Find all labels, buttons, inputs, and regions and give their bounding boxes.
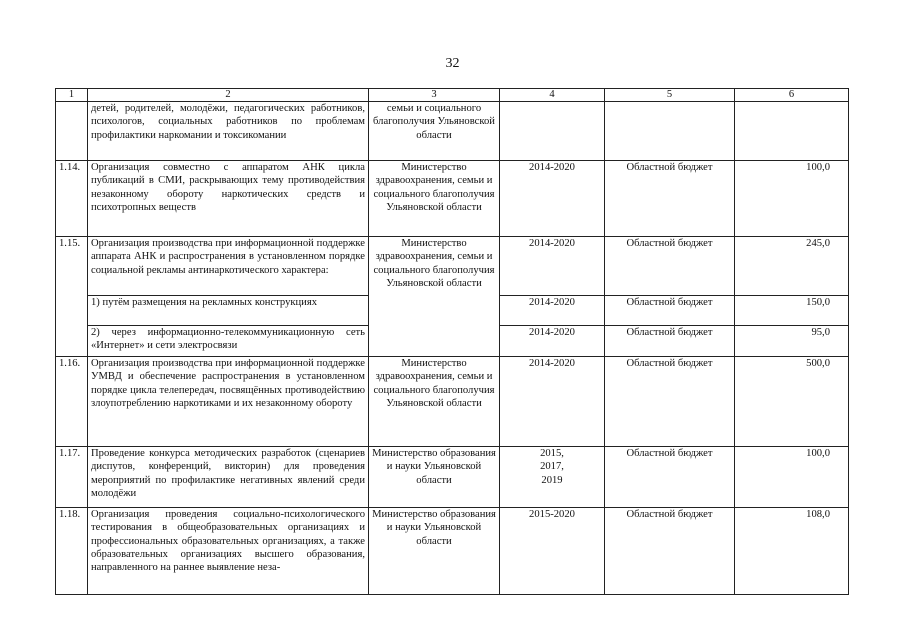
subitem-years: 2014-2020 bbox=[500, 326, 605, 357]
item-years: 2014-2020 bbox=[500, 357, 605, 447]
item-source: Областной бюджет bbox=[605, 508, 735, 595]
item-amount: 245,0 bbox=[735, 237, 849, 296]
item-amount bbox=[735, 102, 849, 161]
item-number: 1.15. bbox=[56, 237, 88, 357]
item-number bbox=[56, 102, 88, 161]
item-years: 2014-2020 bbox=[500, 161, 605, 237]
item-executor: семьи и социального благополучия Ульяновской области bbox=[369, 102, 500, 161]
subitem-description: 1) путём размещения на рекламных конструкциях bbox=[88, 296, 369, 326]
item-source: Областной бюджет bbox=[605, 237, 735, 296]
column-header: 1 bbox=[56, 89, 88, 102]
subitem-source: Областной бюджет bbox=[605, 326, 735, 357]
program-table bbox=[55, 88, 849, 595]
item-years: 2015, 2017, 2019 bbox=[500, 447, 605, 508]
item-description: Организация проведения социально-психологического тестирования в общеобразовательных организациях и профессиональных образовательных организациях, а также образовательных организациях высшего образования, направленного на раннее выявление неза- bbox=[88, 508, 369, 595]
table-row bbox=[56, 237, 849, 296]
item-executor: Министерство образования и науки Ульяновской области bbox=[369, 508, 500, 595]
item-amount: 100,0 bbox=[735, 447, 849, 508]
item-description: Организация совместно с аппаратом АНК цикла публикаций в СМИ, раскрывающих тему противодействия незаконному обороту наркотических средств и психотропных веществ bbox=[88, 161, 369, 237]
subitem-amount: 95,0 bbox=[735, 326, 849, 357]
subitem-source: Областной бюджет bbox=[605, 296, 735, 326]
column-header: 5 bbox=[605, 89, 735, 102]
table-row bbox=[56, 508, 849, 595]
column-header: 3 bbox=[369, 89, 500, 102]
item-source: Областной бюджет bbox=[605, 161, 735, 237]
item-executor: Министерство образования и науки Ульяновской области bbox=[369, 447, 500, 508]
item-number: 1.14. bbox=[56, 161, 88, 237]
item-amount: 100,0 bbox=[735, 161, 849, 237]
column-header: 4 bbox=[500, 89, 605, 102]
item-number: 1.16. bbox=[56, 357, 88, 447]
item-years bbox=[500, 102, 605, 161]
subitem-amount: 150,0 bbox=[735, 296, 849, 326]
subitem-description: 2) через информационно-телекоммуникационную сеть «Интернет» и сети электросвязи bbox=[88, 326, 369, 357]
table-row bbox=[56, 161, 849, 237]
page-number: 32 bbox=[445, 56, 460, 71]
item-description: Организация производства при информационной поддержке аппарата АНК и распространения в установленном порядке социальной рекламы антинаркотического характера: bbox=[88, 237, 369, 296]
item-source bbox=[605, 102, 735, 161]
item-amount: 500,0 bbox=[735, 357, 849, 447]
column-header: 2 bbox=[88, 89, 369, 102]
table-row bbox=[56, 357, 849, 447]
column-number-row bbox=[56, 89, 849, 102]
item-years: 2015-2020 bbox=[500, 508, 605, 595]
item-source: Областной бюджет bbox=[605, 447, 735, 508]
item-description: детей, родителей, молодёжи, педагогических работников, психологов, социальных работников по проблемам профилактики наркомании и токсикомании bbox=[88, 102, 369, 161]
item-executor: Министерство здравоохранения, семьи и социального благополучия Ульяновской области bbox=[369, 357, 500, 447]
item-number: 1.17. bbox=[56, 447, 88, 508]
item-executor: Министерство здравоохранения, семьи и социального благополучия Ульяновской области bbox=[369, 237, 500, 357]
item-years: 2014-2020 bbox=[500, 237, 605, 296]
subitem-years: 2014-2020 bbox=[500, 296, 605, 326]
item-number: 1.18. bbox=[56, 508, 88, 595]
table-row bbox=[56, 447, 849, 508]
item-description: Проведение конкурса методических разработок (сценариев диспутов, конференций, викторин) для проведения мероприятий по профилактике негативных явлений среди молодёжи bbox=[88, 447, 369, 508]
item-description: Организация производства при информационной поддержке УМВД и обеспечение распространения в установленном порядке цикла телепередач, посвящённых противодействию злоупотреблению наркотиками и их незаконному обороту bbox=[88, 357, 369, 447]
table-row bbox=[56, 102, 849, 161]
item-executor: Министерство здравоохранения, семьи и социального благополучия Ульяновской области bbox=[369, 161, 500, 237]
item-source: Областной бюджет bbox=[605, 357, 735, 447]
column-header: 6 bbox=[735, 89, 849, 102]
item-amount: 108,0 bbox=[735, 508, 849, 595]
